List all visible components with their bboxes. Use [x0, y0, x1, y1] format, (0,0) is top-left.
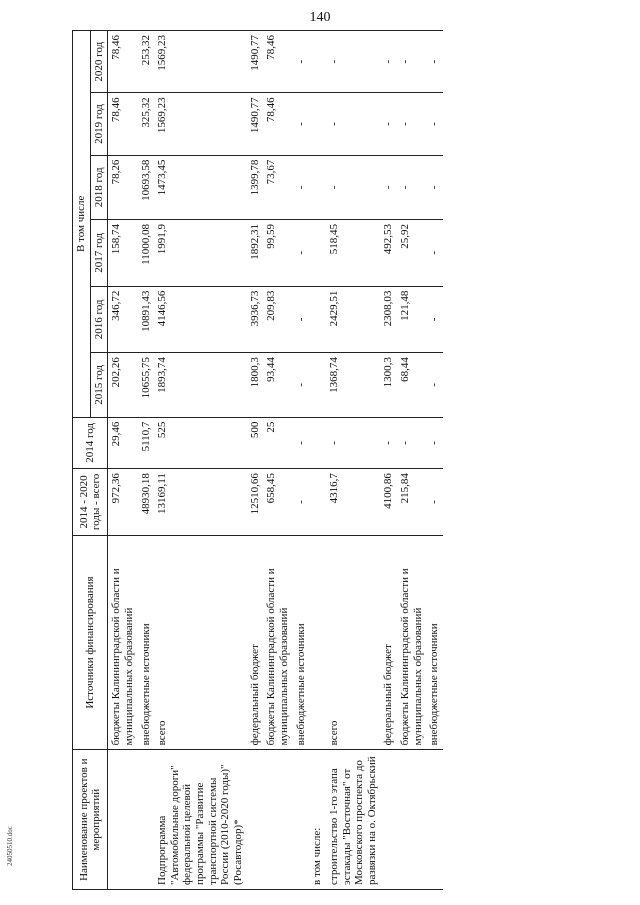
value-cell: 325,32: [138, 93, 155, 155]
funding-source-cell: федеральный бюджет: [247, 535, 264, 750]
table-row: [380, 31, 397, 890]
header-2014: 2014 год: [73, 417, 108, 469]
value-cell: -: [293, 155, 310, 219]
funding-source-cell: федеральный бюджет: [380, 535, 397, 750]
funding-source-cell: внебюджетные источники: [138, 535, 155, 750]
value-cell: 10655,75: [138, 353, 155, 417]
value-cell: -: [293, 417, 310, 469]
header-2018: 2018 год: [90, 155, 108, 219]
value-cell: -: [380, 155, 397, 219]
value-cell: [309, 286, 326, 353]
table-row: [247, 31, 264, 890]
value-cell: [309, 93, 326, 155]
project-name-cell: [138, 750, 155, 890]
value-cell: 1368,74: [326, 353, 381, 417]
value-cell: -: [397, 155, 426, 219]
value-cell: [309, 31, 326, 93]
value-cell: -: [293, 93, 310, 155]
rotated-table-area: [72, 30, 532, 890]
value-cell: 215,84: [397, 469, 426, 536]
value-cell: 25: [263, 417, 292, 469]
value-cell: [309, 155, 326, 219]
value-cell: 5110,7: [138, 417, 155, 469]
header-2020: 2020 год: [90, 31, 108, 93]
value-cell: -: [397, 93, 426, 155]
table-row: [138, 31, 155, 890]
project-name-cell: [247, 750, 264, 890]
header-including: В том числе: [73, 31, 91, 418]
value-cell: 1800,3: [247, 353, 264, 417]
value-cell: -: [380, 31, 397, 93]
value-cell: 78,26: [108, 155, 138, 219]
table-row: [309, 31, 326, 890]
project-name-cell: [426, 750, 443, 890]
value-cell: -: [293, 286, 310, 353]
value-cell: 1893,74: [154, 353, 246, 417]
header-2016: 2016 год: [90, 286, 108, 353]
value-cell: 4146,56: [154, 286, 246, 353]
funding-source-cell: бюджеты Калининградской области и муниципальных образований: [108, 535, 138, 750]
table-body: [108, 31, 443, 890]
value-cell: -: [293, 353, 310, 417]
value-cell: -: [380, 93, 397, 155]
funding-source-cell: [309, 535, 326, 750]
value-cell: 93,44: [263, 353, 292, 417]
value-cell: -: [426, 353, 443, 417]
value-cell: 1399,78: [247, 155, 264, 219]
value-cell: 2429,51: [326, 286, 381, 353]
value-cell: 1473,45: [154, 155, 246, 219]
value-cell: 25,92: [397, 220, 426, 287]
funding-source-cell: бюджеты Калининградской области и муниципальных образований: [263, 535, 292, 750]
value-cell: -: [293, 220, 310, 287]
value-cell: 1300,3: [380, 353, 397, 417]
value-cell: 12510,66: [247, 469, 264, 536]
value-cell: 1991,9: [154, 220, 246, 287]
value-cell: -: [326, 155, 381, 219]
value-cell: 78,46: [108, 93, 138, 155]
funding-source-cell: внебюджетные источники: [293, 535, 310, 750]
table-row: [426, 31, 443, 890]
header-source: Источники финансирования: [73, 535, 108, 750]
value-cell: -: [397, 31, 426, 93]
value-cell: [309, 469, 326, 536]
value-cell: 78,46: [263, 93, 292, 155]
value-cell: 1490,77: [247, 31, 264, 93]
project-name-cell: строительство 1-го этапа эстакады "Восточная" от Московского проспекта до развязки на о. Октябрьский: [326, 750, 381, 890]
value-cell: 2308,03: [380, 286, 397, 353]
financing-table: [72, 30, 443, 890]
value-cell: 3936,73: [247, 286, 264, 353]
table-row: [263, 31, 292, 890]
value-cell: 48930,18: [138, 469, 155, 536]
funding-source-cell: бюджеты Калининградской области и муниципальных образований: [397, 535, 426, 750]
value-cell: 525: [154, 417, 246, 469]
value-cell: -: [293, 469, 310, 536]
value-cell: 13169,11: [154, 469, 246, 536]
value-cell: 29,46: [108, 417, 138, 469]
funding-source-cell: внебюджетные источники: [426, 535, 443, 750]
value-cell: 73,67: [263, 155, 292, 219]
header-2015: 2015 год: [90, 353, 108, 417]
value-cell: 1569,23: [154, 93, 246, 155]
value-cell: 4100,86: [380, 469, 397, 536]
value-cell: 121,48: [397, 286, 426, 353]
value-cell: -: [426, 469, 443, 536]
value-cell: 202,26: [108, 353, 138, 417]
value-cell: -: [326, 31, 381, 93]
header-name: Наименование проектов и мероприятий: [73, 750, 108, 890]
value-cell: -: [426, 220, 443, 287]
value-cell: -: [326, 93, 381, 155]
value-cell: 10891,43: [138, 286, 155, 353]
header-2019: 2019 год: [90, 93, 108, 155]
value-cell: [309, 220, 326, 287]
footer-file-code: 24050510.doc: [6, 826, 14, 866]
project-name-cell: [380, 750, 397, 890]
value-cell: -: [397, 417, 426, 469]
funding-source-cell: всего: [154, 535, 246, 750]
project-name-cell: Подпрограмма "Автомобильные дороги" федеральной целевой программы "Развитие транспортной системы России (2010-2020 годы)" (Росавтодор)*: [154, 750, 246, 890]
table-row: [326, 31, 381, 890]
value-cell: 518,45: [326, 220, 381, 287]
value-cell: -: [426, 286, 443, 353]
value-cell: 492,53: [380, 220, 397, 287]
value-cell: 209,83: [263, 286, 292, 353]
value-cell: 11000,08: [138, 220, 155, 287]
value-cell: [309, 353, 326, 417]
value-cell: 346,72: [108, 286, 138, 353]
value-cell: 4316,7: [326, 469, 381, 536]
value-cell: -: [293, 31, 310, 93]
value-cell: 1569,23: [154, 31, 246, 93]
value-cell: 1490,77: [247, 93, 264, 155]
project-name-cell: [397, 750, 426, 890]
value-cell: -: [426, 155, 443, 219]
table-row: [108, 31, 138, 890]
value-cell: 1892,31: [247, 220, 264, 287]
value-cell: 68,44: [397, 353, 426, 417]
value-cell: -: [380, 417, 397, 469]
value-cell: 500: [247, 417, 264, 469]
value-cell: -: [426, 31, 443, 93]
value-cell: -: [426, 417, 443, 469]
table-row: [397, 31, 426, 890]
project-name-cell: [293, 750, 310, 890]
project-name-cell: [108, 750, 138, 890]
header-2017: 2017 год: [90, 220, 108, 287]
value-cell: 972,36: [108, 469, 138, 536]
header-total: 2014 - 2020 годы - всего: [73, 469, 108, 536]
project-name-cell: в том числе:: [309, 750, 326, 890]
funding-source-cell: всего: [326, 535, 381, 750]
table-row: [293, 31, 310, 890]
value-cell: 10693,58: [138, 155, 155, 219]
value-cell: 78,46: [263, 31, 292, 93]
value-cell: -: [426, 93, 443, 155]
value-cell: [309, 417, 326, 469]
value-cell: -: [326, 417, 381, 469]
page-number: 140: [309, 10, 331, 25]
value-cell: 253,32: [138, 31, 155, 93]
value-cell: 158,74: [108, 220, 138, 287]
table-row: [154, 31, 246, 890]
project-name-cell: [263, 750, 292, 890]
value-cell: 658,45: [263, 469, 292, 536]
value-cell: 78,46: [108, 31, 138, 93]
value-cell: 99,59: [263, 220, 292, 287]
